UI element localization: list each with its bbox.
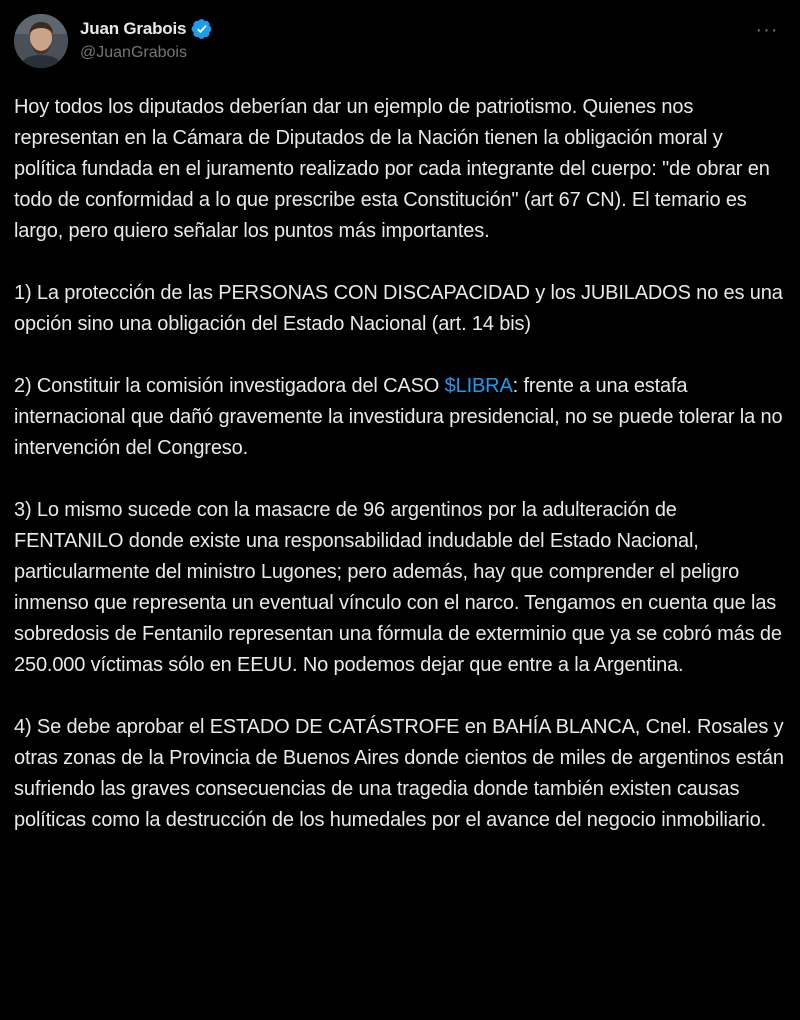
tweet-point-1: 1) La protección de las PERSONAS CON DISCAPACIDAD y los JUBILADOS no es una opción sino una obligación del Estado Nacional (art. 14 bis) <box>14 282 783 335</box>
tweet-point-2-start: 2) Constituir la comisión investigadora del CASO <box>14 375 445 397</box>
author-handle[interactable]: @JuanGrabois <box>80 44 187 61</box>
tweet-point-3: 3) Lo mismo sucede con la masacre de 96 argentinos por la adulteración de FENTANILO donde existe una responsabilidad indudable del Estado Nacional, particularmente del ministro Lugones; pero además, hay que comprender el peligro inmenso que representa un eventual vínculo con el narco. Tengamos en cuenta que las sobredosis de Fentanilo representan una fórmula de exterminio que ya se cobró más de 250.000 víctimas sólo en EEUU. No podemos dejar que entre a la Argentina. <box>14 499 782 676</box>
verified-badge-icon <box>191 18 213 40</box>
cashtag-link[interactable]: $LIBRA <box>444 375 513 397</box>
user-info <box>80 18 213 62</box>
tweet-intro: Hoy todos los diputados deberían dar un ejemplo de patriotismo. Quienes nos representan en la Cámara de Diputados de la Nación tienen la obligación moral y política fundada en el juramento realizado por cada integrante del cuerpo: "de obrar en todo de conformidad a lo que prescribe esta Constitución" (art 67 CN). El temario es largo, pero quiero señalar los puntos más importantes. <box>14 96 770 242</box>
more-options-icon[interactable]: ··· <box>755 19 779 41</box>
tweet-point-2 <box>14 371 790 464</box>
author-name[interactable]: Juan Grabois <box>80 19 187 38</box>
tweet-point-4: 4) Se debe aprobar el ESTADO DE CATÁSTROFE en BAHÍA BLANCA, Cnel. Rosales y otras zonas de la Provincia de Buenos Aires donde cientos de miles de argentinos están sufriendo las graves consecuencias de una tragedia donde también existen causas políticas como la destrucción de los humedales por el avance del negocio inmobiliario. <box>14 716 784 831</box>
avatar-image <box>14 14 68 68</box>
tweet-header <box>14 14 786 74</box>
avatar[interactable] <box>14 14 68 68</box>
tweet-text <box>14 92 790 867</box>
tweet-point-2-end: : frente a una estafa internacional que dañó gravemente la investidura presidencial, no se puede tolerar la no intervención del Congreso. <box>14 375 783 459</box>
